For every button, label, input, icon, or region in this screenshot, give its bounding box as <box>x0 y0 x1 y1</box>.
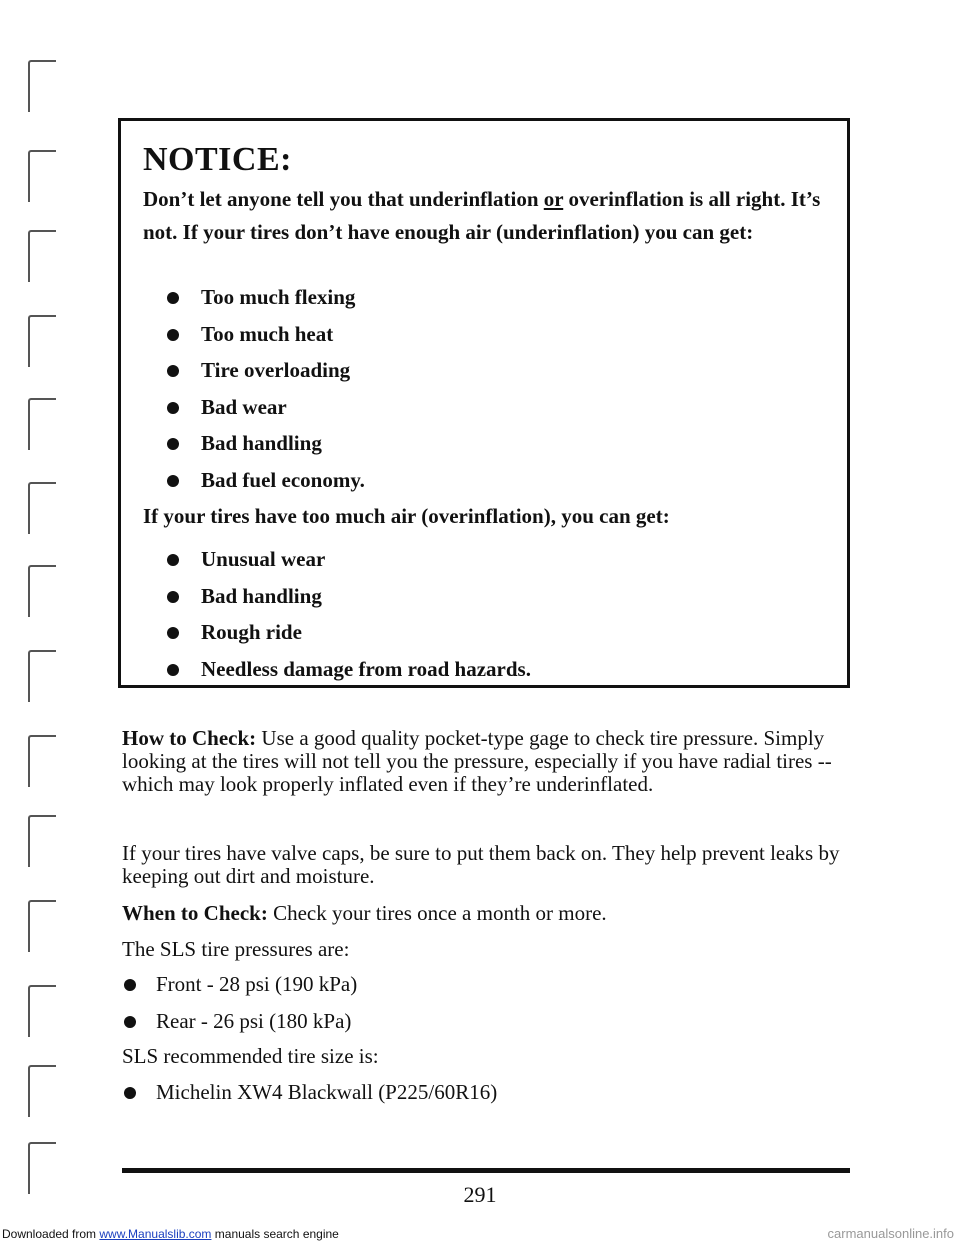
binding-marks <box>28 0 68 1242</box>
list-item-label: Tire overloading <box>201 358 351 382</box>
bullet-icon <box>167 365 179 377</box>
binding-mark <box>28 60 56 112</box>
how-to-check-text: Use a good quality pocket-type gage to check tire pressure. Simply looking at the tires will not tell you the pressure, especially if you have radial tires -- which may look properly inflated even if they’re underinflated. <box>122 726 832 796</box>
bullet-icon <box>167 664 179 676</box>
bullet-icon <box>167 554 179 566</box>
binding-mark <box>28 150 56 202</box>
overinflation-list <box>143 541 531 687</box>
bullet-icon <box>124 1016 136 1028</box>
list-item-label: Rough ride <box>201 620 302 644</box>
overinflation-intro: If your tires have too much air (overinflation), you can get: <box>143 504 670 528</box>
list-item <box>143 614 531 651</box>
list-item <box>143 425 365 462</box>
list-item-label: Bad wear <box>201 394 287 419</box>
bullet-icon <box>167 329 179 341</box>
notice-intro <box>143 183 823 249</box>
tire-size-intro: SLS recommended tire size is: <box>122 1044 379 1068</box>
list-item-label: Unusual wear <box>201 547 326 571</box>
list-item <box>143 578 531 615</box>
binding-mark <box>28 900 56 952</box>
binding-mark <box>28 230 56 282</box>
pressures-intro: The SLS tire pressures are: <box>122 937 350 961</box>
binding-mark <box>28 565 56 617</box>
list-item <box>143 651 531 688</box>
footer-credit <box>2 1226 339 1242</box>
bullet-icon <box>167 627 179 639</box>
notice-box <box>118 118 850 688</box>
notice-title: NOTICE: <box>143 141 292 178</box>
notice-intro-or: or <box>543 187 564 211</box>
list-item-label: Too much heat <box>201 321 334 346</box>
list-item <box>143 279 365 316</box>
list-item <box>143 352 365 389</box>
list-item <box>143 316 365 353</box>
binding-mark <box>28 398 56 450</box>
bullet-icon <box>124 979 136 991</box>
list-item <box>122 1074 497 1111</box>
bullet-icon <box>167 591 179 603</box>
binding-mark <box>28 482 56 534</box>
valve-caps-paragraph: If your tires have valve caps, be sure to put them back on. They help prevent leaks by keeping out dirt and moisture. <box>122 841 840 888</box>
list-item-label: Bad handling <box>201 583 322 608</box>
binding-mark <box>28 315 56 367</box>
how-to-check-paragraph <box>122 727 852 796</box>
binding-mark <box>28 735 56 787</box>
list-item-label: Michelin XW4 Blackwall (P225/60R16) <box>156 1080 498 1104</box>
list-item <box>143 389 365 426</box>
list-item-label: Bad handling <box>201 431 322 455</box>
binding-mark <box>28 985 56 1037</box>
binding-mark <box>28 815 56 867</box>
manualslib-link[interactable]: www.Manualslib.com <box>99 1227 212 1241</box>
pressures-list <box>122 966 357 1040</box>
notice-intro-start: Don’t let anyone tell you that underinflation <box>143 187 544 211</box>
binding-mark <box>28 650 56 702</box>
list-item <box>122 966 357 1003</box>
bullet-icon <box>167 402 179 414</box>
bullet-icon <box>167 292 179 304</box>
bullet-icon <box>167 475 179 487</box>
list-item <box>143 462 365 499</box>
footer-suffix: manuals search engine <box>211 1227 339 1241</box>
footer-prefix: Downloaded from <box>2 1227 100 1241</box>
list-item <box>122 1003 357 1040</box>
list-item-label: Rear - 26 psi (180 kPa) <box>156 1009 352 1033</box>
watermark: carmanualsonline.info <box>827 1226 954 1241</box>
binding-mark <box>28 1065 56 1117</box>
when-to-check-paragraph <box>122 902 852 925</box>
tire-size-list <box>122 1074 497 1111</box>
notice-intro-end: overinflation is all right. It’s not. If your tires don’t have enough air (underinflation) you can get: <box>143 187 821 244</box>
list-item <box>143 541 531 578</box>
list-item-label: Bad fuel economy. <box>201 467 365 492</box>
list-item-label: Needless damage from road hazards. <box>201 656 531 681</box>
underinflation-list <box>143 279 365 498</box>
download-footer <box>0 1226 960 1242</box>
list-item-label: Too much flexing <box>201 285 356 309</box>
bullet-icon <box>124 1087 136 1099</box>
page-number: 291 <box>463 1182 497 1207</box>
bullet-icon <box>167 438 179 450</box>
when-to-check-label: When to Check: <box>122 901 268 925</box>
footer-rule <box>122 1168 850 1173</box>
how-to-check-label: How to Check: <box>122 726 257 750</box>
list-item-label: Front - 28 psi (190 kPa) <box>156 972 358 996</box>
when-to-check-text: Check your tires once a month or more. <box>267 901 607 925</box>
